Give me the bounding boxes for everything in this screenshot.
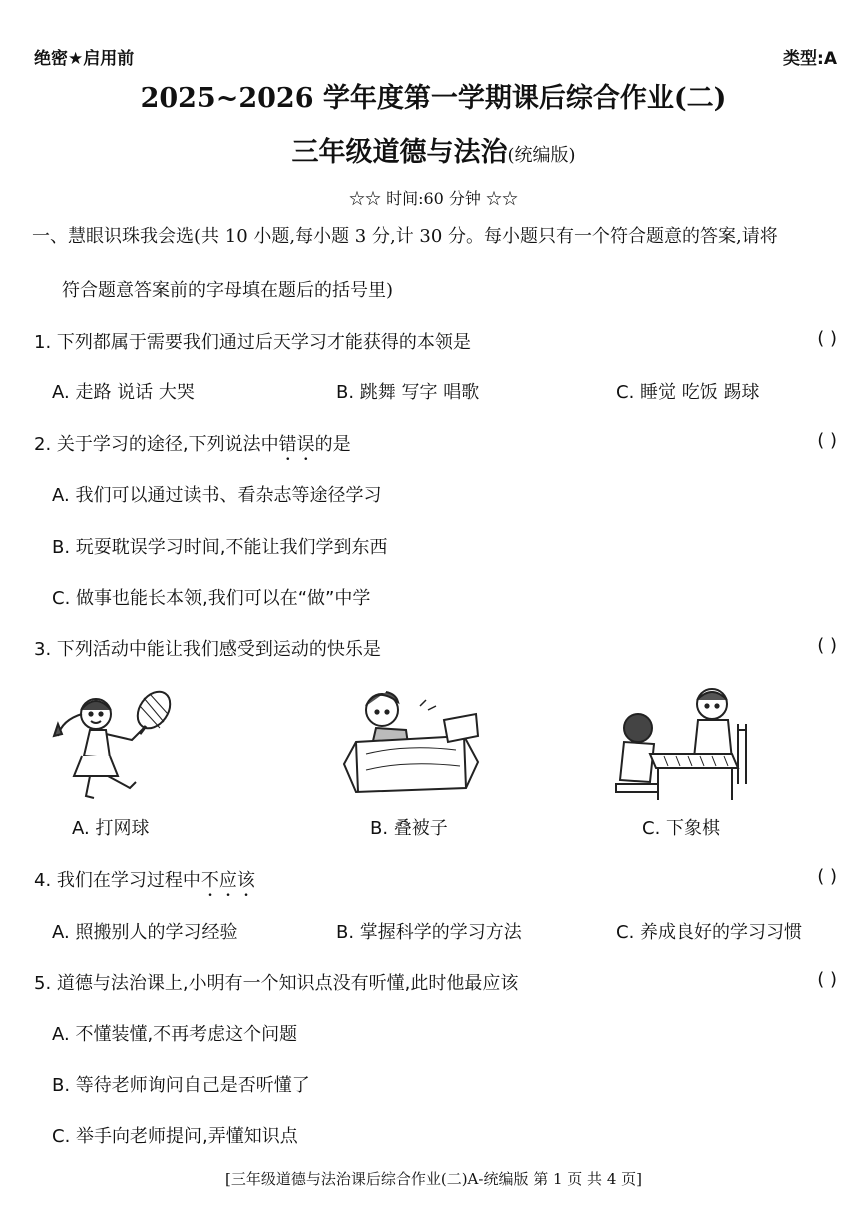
question-1-answer-box[interactable]: ( ) <box>817 328 837 349</box>
tennis-girl-illustration <box>44 684 174 806</box>
paper-type-label: 类型:A <box>783 49 837 69</box>
question-4-option-a: A. 照搬别人的学习经验 <box>52 922 238 943</box>
confidential-label: 绝密★启用前 <box>34 49 135 69</box>
question-5-option-a: A. 不懂装懂,不再考虑这个问题 <box>52 1024 298 1045</box>
question-3-stem: 3. 下列活动中能让我们感受到运动的快乐是 <box>34 639 381 660</box>
question-1-option-b: B. 跳舞 写字 唱歌 <box>336 382 480 403</box>
time-limit: ☆☆ 时间:60 分钟 ☆☆ <box>348 189 518 208</box>
question-5-option-c: C. 举手向老师提问,弄懂知识点 <box>52 1126 298 1147</box>
subject-name: 三年级道德与法治 <box>291 137 508 168</box>
question-1-option-c: C. 睡觉 吃饭 踢球 <box>616 382 760 403</box>
question-4-option-b: B. 掌握科学的学习方法 <box>336 922 522 943</box>
question-3-answer-box[interactable]: ( ) <box>817 635 837 656</box>
edition-label: (统编版) <box>507 145 576 166</box>
question-4-answer-box[interactable]: ( ) <box>817 866 837 887</box>
question-3-option-b: B. 叠被子 <box>370 818 448 839</box>
question-5-answer-box[interactable]: ( ) <box>817 969 837 990</box>
question-2-answer-box[interactable]: ( ) <box>817 430 837 451</box>
question-1-stem: 1. 下列都属于需要我们通过后天学习才能获得的本领是 <box>34 332 471 353</box>
chess-players-illustration <box>614 684 754 806</box>
question-4-stem <box>34 866 255 901</box>
question-4-option-c: C. 养成良好的学习习惯 <box>616 922 803 943</box>
section-instructions-line1: 一、慧眼识珠我会选(共 10 小题,每小题 3 分,计 30 分。每小题只有一个符合题意的答案,请将 <box>32 226 778 247</box>
question-2-option-b: B. 玩耍耽误学习时间,不能让我们学到东西 <box>52 537 388 558</box>
question-2-stem-post: 的是 <box>314 434 351 455</box>
question-5-stem: 5. 道德与法治课上,小明有一个知识点没有听懂,此时他最应该 <box>34 973 519 994</box>
question-2-stem-pre: 2. 关于学习的途径,下列说法中 <box>34 434 279 455</box>
question-2-stem <box>34 430 351 465</box>
question-3-option-c: C. 下象棋 <box>642 818 721 839</box>
subject-title <box>0 130 867 169</box>
exam-title: 2025~2026 学年度第一学期课后综合作业(二) <box>140 83 727 114</box>
page-footer: [三年级道德与法治课后综合作业(二)A-统编版 第 1 页 共 4 页] <box>224 1170 642 1188</box>
question-2-emphasis: 错误 <box>278 434 315 455</box>
section-instructions-line2: 符合题意答案前的字母填在题后的括号里) <box>62 280 394 301</box>
question-5-option-b: B. 等待老师询问自己是否听懂了 <box>52 1075 310 1096</box>
question-3-option-a: A. 打网球 <box>72 818 150 839</box>
question-1-option-a: A. 走路 说话 大哭 <box>52 382 195 403</box>
question-2-option-a: A. 我们可以通过读书、看杂志等途径学习 <box>52 485 382 506</box>
question-2-option-c: C. 做事也能长本领,我们可以在“做”中学 <box>52 588 371 609</box>
folding-quilt-illustration <box>336 684 486 806</box>
question-4-emphasis: 不应该 <box>200 870 255 891</box>
question-4-stem-pre: 4. 我们在学习过程中 <box>34 870 201 891</box>
